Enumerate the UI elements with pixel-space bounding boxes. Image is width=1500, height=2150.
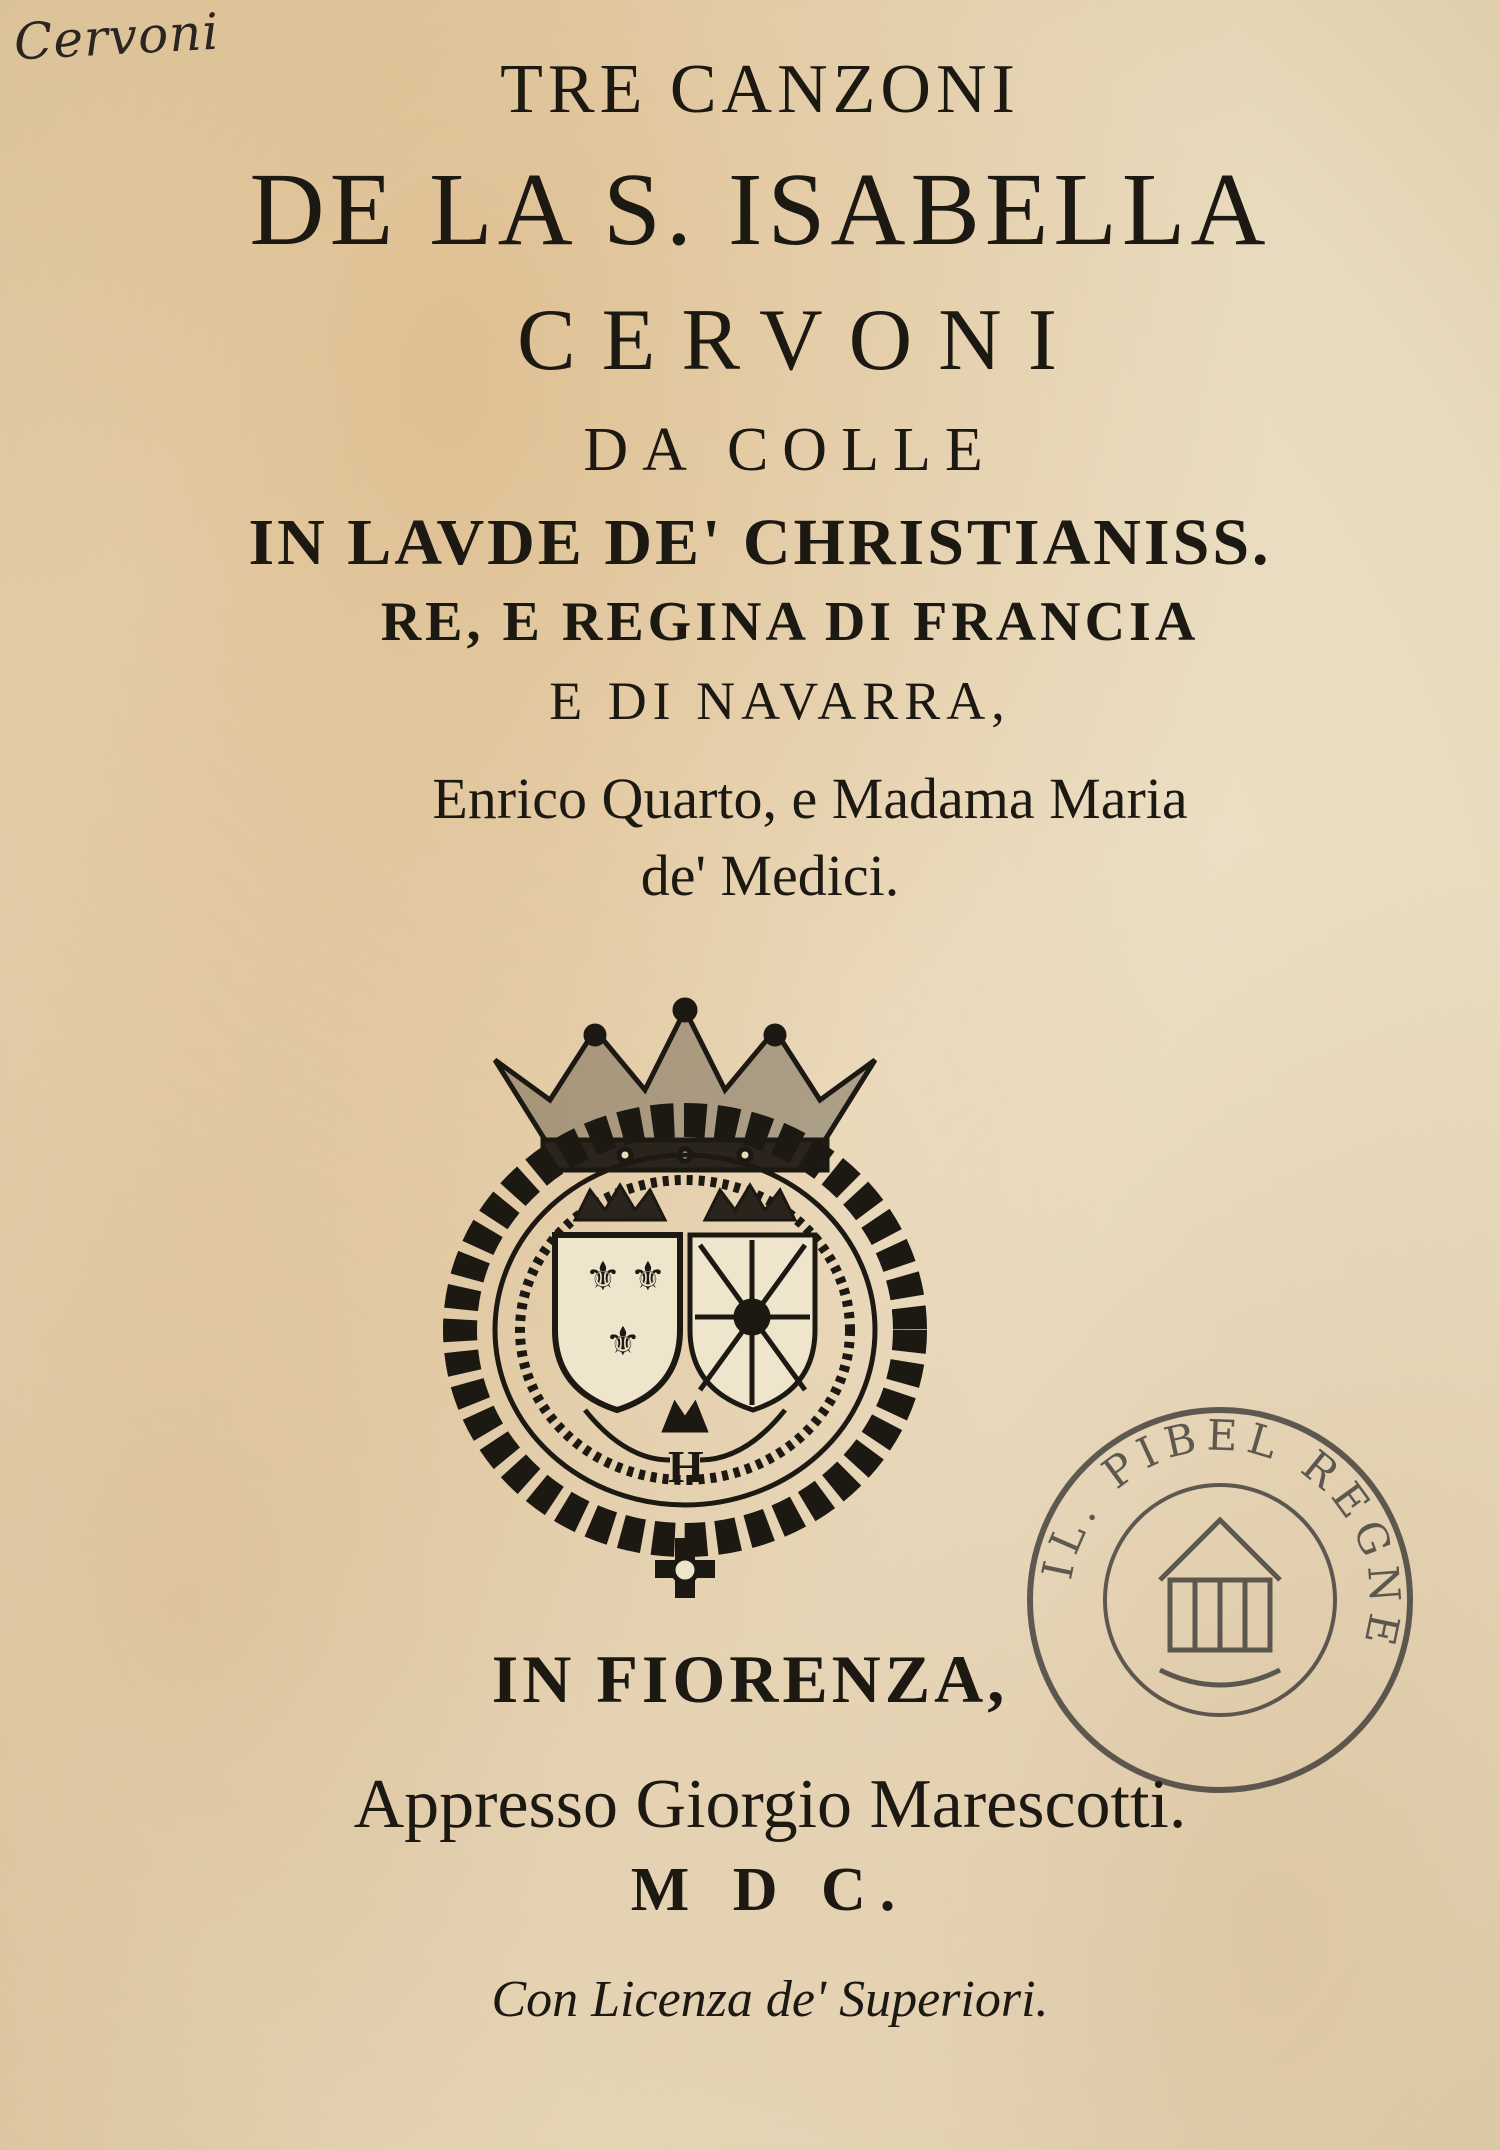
- title-line-9: de' Medici.: [640, 843, 900, 908]
- svg-text:⚜: ⚜: [630, 1254, 666, 1300]
- shield-navarre: [690, 1235, 815, 1410]
- small-crowns: [575, 1185, 795, 1220]
- handwritten-note: Cervoni: [12, 2, 221, 72]
- title-line-7: E DI NAVARRA,: [549, 671, 1011, 731]
- stamp-text: IL. PIBEL REGNE: [1032, 1410, 1411, 1658]
- imprint-year: M D C.: [630, 1856, 910, 1924]
- title-line-5: IN LAVDE DE' CHRISTIANISS.: [248, 506, 1272, 579]
- title-line-4: DA COLLE: [583, 416, 997, 484]
- stamp-crest: [1160, 1520, 1280, 1685]
- title-line-3: CERVONI: [516, 292, 1084, 389]
- laurel-monogram: [585, 1405, 785, 1492]
- title-line-1: TRE CANZONI: [500, 51, 1020, 128]
- title-line-8: Enrico Quarto, e Madama Maria: [432, 766, 1188, 831]
- library-stamp-icon: [1020, 1400, 1420, 1800]
- imprint-license: Con Licenza de' Superiori.: [491, 1971, 1049, 2028]
- imprint-place: IN FIORENZA,: [491, 1641, 1009, 1717]
- title-line-6: RE, E REGINA DI FRANCIA: [380, 591, 1200, 653]
- title-line-2: DE LA S. ISABELLA: [249, 152, 1271, 267]
- imprint-publisher: Appresso Giorgio Marescotti.: [353, 1766, 1187, 1843]
- royal-coat-of-arms-icon: [425, 990, 945, 1610]
- svg-text:⚜: ⚜: [605, 1319, 641, 1365]
- svg-text:H: H: [668, 1441, 704, 1492]
- shield-france: [555, 1235, 680, 1410]
- svg-text:⚜: ⚜: [585, 1254, 621, 1300]
